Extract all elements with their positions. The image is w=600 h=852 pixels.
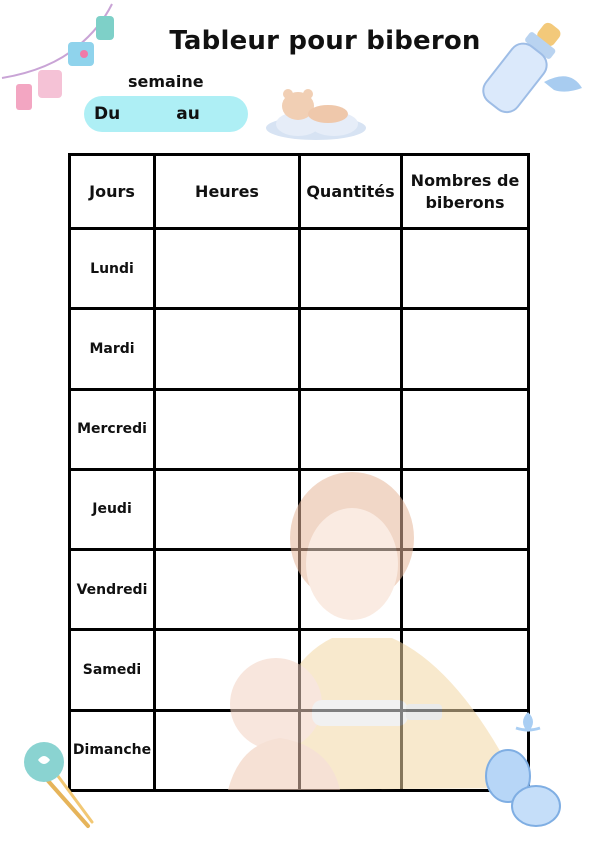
day-label: Mercredi [71,391,153,468]
safety-pin-icon [22,738,100,832]
sleeping-bear-on-cloud-icon [262,82,370,142]
page-title: Tableur pour biberon [169,26,481,56]
header-heures: Heures [156,156,298,227]
day-label: Dimanche [71,712,153,789]
quantity-cell[interactable] [301,712,400,789]
hours-cell[interactable] [156,391,298,468]
day-label: Mardi [71,310,153,387]
day-label: Samedi [71,631,153,708]
bottle-count-cell[interactable] [403,551,527,628]
hours-cell[interactable] [156,551,298,628]
quantity-cell[interactable] [301,551,400,628]
hours-cell[interactable] [156,310,298,387]
hours-cell[interactable] [156,230,298,307]
day-label: Jeudi [71,471,153,548]
bottle-count-cell[interactable] [403,230,527,307]
quantity-cell[interactable] [301,471,400,548]
bottle-count-cell[interactable] [403,310,527,387]
quantity-cell[interactable] [301,391,400,468]
week-range-field[interactable] [84,96,248,132]
baby-shoes-icon [478,708,578,830]
bottle-count-cell[interactable] [403,631,527,708]
bottle-count-cell[interactable] [403,391,527,468]
quantity-cell[interactable] [301,631,400,708]
quantity-cell[interactable] [301,310,400,387]
header-quantites: Quantités [301,156,400,227]
day-label: Lundi [71,230,153,307]
week-label: semaine [128,72,204,91]
header-jours: Jours [71,156,153,227]
quantity-cell[interactable] [301,230,400,307]
day-label: Vendredi [71,551,153,628]
hours-cell[interactable] [156,631,298,708]
hours-cell[interactable] [156,712,298,789]
week-from-label: Du [94,104,121,124]
bottle-count-cell[interactable] [403,471,527,548]
hours-cell[interactable] [156,471,298,548]
baby-bottle-icon [458,16,590,134]
feeding-table [68,153,530,792]
header-nombres-biberons: Nombres de biberons [403,156,527,227]
week-to-label: au [176,104,200,124]
